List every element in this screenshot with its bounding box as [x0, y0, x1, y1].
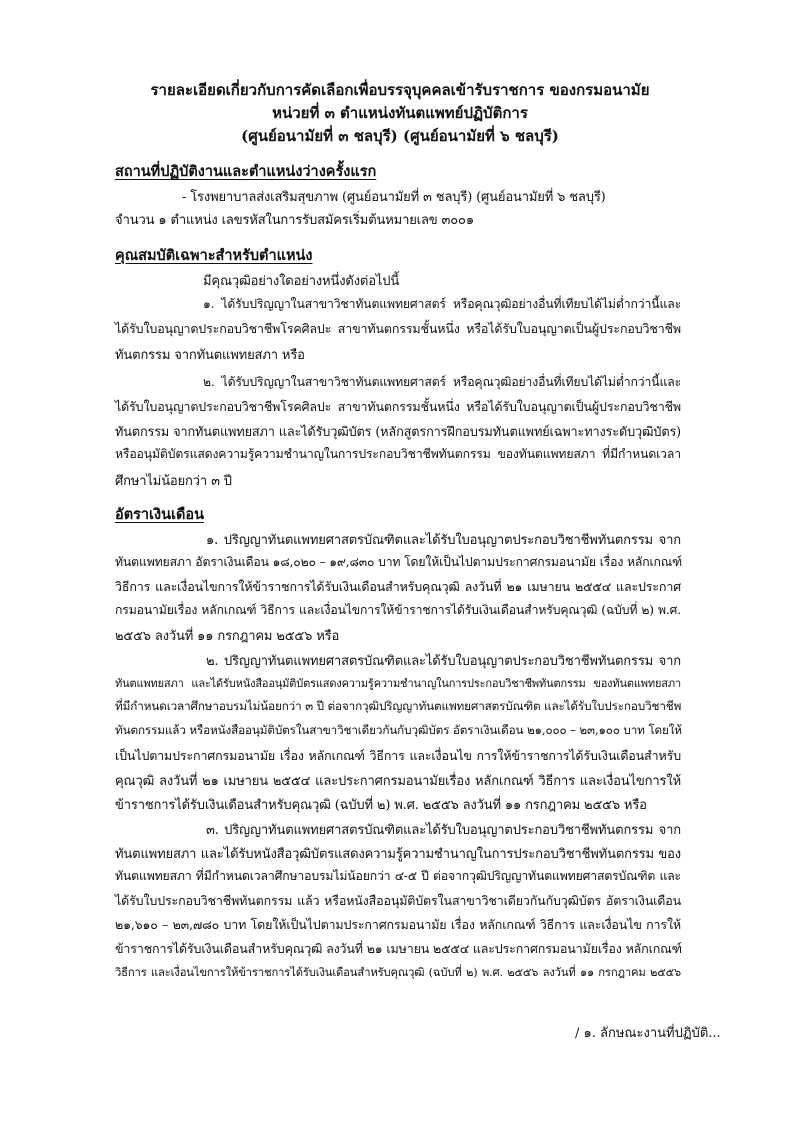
salary-item-2-line: เป็นไปตามประกาศกรมอนามัย เรื่อง หลักเกณฑ์ วิธีการ และเงื่อนไข การให้ข้าราชการได้รับเงินเดือนสำหรับ [115, 748, 681, 763]
salary-item-3-line: ได้รับใบประกอบวิชาชีพทันตกรรม แล้ว หรือหนังสืออนุมัติบัตรในสาขาวิชาเดียวกันกับวุฒิบัตร อัตราเงินเดือน [115, 893, 681, 908]
salary-item-1-line: กรมอนามัยเรื่อง หลักเกณฑ์ วิธีการ และเงื่อนไขการให้ข้าราชการได้รับเงินเดือนสำหรับคุณวุฒิ (ฉบับที่ ๒) พ.ศ. [115, 603, 681, 617]
position-count: จำนวน ๑ ตำแหน่ง เลขรหัสในการรับสมัครเริ่มต้นหมายเลข ๓๐๐๑ [115, 213, 474, 228]
document-title-line-1: รายละเอียดเกี่ยวกับการคัดเลือกเพื่อบรรจุบุคคลเข้ารับราชการ ของกรมอนามัย [150, 81, 650, 99]
qualification-item-2-line: ศึกษาไม่น้อยกว่า ๓ ปี [115, 474, 232, 489]
salary-item-2-line: ข้าราชการได้รับเงินเดือนสำหรับคุณวุฒิ (ฉบับที่ ๒) พ.ศ. ๒๕๕๖ ลงวันที่ ๑๑ กรกฎาคม ๒๕๕๖ หรือ [115, 798, 647, 813]
salary-item-2-line: คุณวุฒิ ลงวันที่ ๒๑ เมษายน ๒๕๕๔ และประกาศกรมอนามัยเรื่อง หลักเกณฑ์ วิธีการ และเงื่อนไขการให้ [115, 774, 681, 789]
salary-item-3-line: วิธีการ และเงื่อนไขการให้ข้าราชการได้รับเงินเดือนสำหรับคุณวุฒิ (ฉบับที่ ๒) พ.ศ. ๒๕๕๖ ลงวันที่ ๑๑ กรกฎาคม ๒๕๕๖ [115, 966, 681, 979]
document-title-line-2: หน่วยที่ ๓ ตำแหน่งทันตแพทย์ปฏิบัติการ [272, 104, 528, 122]
salary-item-2-line: ทันตแพทยสภา และได้รับหนังสืออนุมัติบัตรแสดงความรู้ความชำนาญในการประกอบวิชาชีพทันตกรรม ของทันตแพทยสภา [115, 677, 681, 690]
salary-item-3-line: ๓. ปริญญาทันตแพทยศาสตรบัณฑิตและได้รับใบอนุญาตประกอบวิชาชีพทันตกรรม จาก [206, 823, 681, 838]
salary-item-3-line: ทันตแพทยสภา และได้รับหนังสือวุฒิบัตรแสดงความรู้ความชำนาญในการประกอบวิชาชีพทันตกรรม ของ [115, 847, 681, 862]
salary-item-2-line: ๒. ปริญญาทันตแพทยศาสตรบัณฑิตและได้รับใบอนุญาตประกอบวิชาชีพทันตกรรม จาก [206, 654, 681, 669]
qualification-heading: คุณสมบัติเฉพาะสำหรับตำแหน่ง [115, 247, 313, 264]
salary-heading: อัตราเงินเดือน [115, 506, 204, 523]
location-heading: สถานที่ปฏิบัติงานและตำแหน่งว่างครั้งแรก [115, 163, 377, 180]
qualification-item-2-line: ๒. ได้รับปริญญาในสาขาวิชาทันตแพทยศาสตร์ หรือคุณวุฒิอย่างอื่นที่เทียบได้ไม่ต่ำกว่านี้และ [203, 375, 681, 389]
document-title-line-3: (ศูนย์อนามัยที่ ๓ ชลบุรี) (ศูนย์อนามัยที่ ๖ ชลบุรี) [241, 127, 559, 145]
salary-item-1-line: ๒๕๕๖ ลงวันที่ ๑๑ กรกฎาคม ๒๕๕๖ หรือ [115, 629, 340, 644]
qualification-item-1-line: ทันตกรรม จากทันตแพทยสภา หรือ [115, 348, 305, 363]
salary-item-3-line: ข้าราชการได้รับเงินเดือนสำหรับคุณวุฒิ ลงวันที่ ๒๑ เมษายน ๒๕๕๔ และประกาศกรมอนามัยเรื่อง หลักเกณฑ์ [115, 941, 682, 956]
salary-item-2-line: ทันตกรรมแล้ว หรือหนังสืออนุมัติบัตรในสาขาวิชาเดียวกันกับวุฒิบัตร อัตราเงินเดือน ๒๑,๐๐๐ – ๒๓,๑๐๐ บาท โดยให้ [115, 723, 682, 737]
salary-item-3-line: ๒๑,๖๑๐ – ๒๓,๗๘๐ บาท โดยให้เป็นไปตามประกาศกรมอนามัย เรื่อง หลักเกณฑ์ วิธีการ และเงื่อนไข การให้ [115, 917, 681, 932]
salary-item-1-line: วิธีการ และเงื่อนไขการให้ข้าราชการได้รับเงินเดือนสำหรับคุณวุฒิ ลงวันที่ ๒๑ เมษายน ๒๕๕๔ และประกาศ [115, 579, 681, 594]
qualification-item-1-line: ๑. ได้รับปริญญาในสาขาวิชาทันตแพทยศาสตร์ หรือคุณวุฒิอย่างอื่นที่เทียบได้ไม่ต่ำกว่านี้และ [203, 297, 681, 311]
qualification-item-2-line: ได้รับใบอนุญาตประกอบวิชาชีพโรคศิลปะ สาขาทันตกรรมชั้นหนึ่ง หรือได้รับใบอนุญาตเป็นผู้ประกอบวิชาชีพ [115, 399, 681, 414]
salary-item-3-line: ทันตแพทยสภา ที่มีกำหนดเวลาศึกษาอบรมไม่น้อยกว่า ๔-๕ ปี ต่อจากวุฒิปริญญาทันตแพทยศาสตรบัณฑิต และ [115, 869, 681, 883]
qualification-item-2-line: หรืออนุมัติบัตรแสดงความรู้ความชำนาญในการประกอบวิชาชีพทันตกรรม ของทันตแพทยสภา ที่มีกำหนดเวลา [115, 447, 681, 461]
salary-item-2-line: ที่มีกำหนดเวลาศึกษาอบรมไม่น้อยกว่า ๓ ปี ต่อจากวุฒิปริญญาทันตแพทยศาสตรบัณฑิต และได้รับใบประกอบวิชาชีพ [115, 699, 682, 713]
qualification-item-1-line: ได้รับใบอนุญาตประกอบวิชาชีพโรคศิลปะ สาขาทันตกรรมชั้นหนึ่ง หรือได้รับใบอนุญาตเป็นผู้ประกอบวิชาชีพ [115, 321, 681, 336]
qualification-item-2-line: ทันตกรรม จากทันตแพทยสภา และได้รับวุฒิบัตร (หลักสูตรการฝึกอบรมทันตแพทย์เฉพาะทางระดับวุฒิบัตร) [115, 425, 681, 440]
location-venue: - โรงพยาบาลส่งเสริมสุขภาพ (ศูนย์อนามัยที่ ๓ ชลบุรี) (ศูนย์อนามัยที่ ๖ ชลบุรี) [182, 190, 606, 205]
page-continuation: / ๑. ลักษณะงานที่ปฏิบัติ... [575, 1026, 721, 1041]
qualification-intro: มีคุณวุฒิอย่างใดอย่างหนึ่งดังต่อไปนี้ [203, 274, 400, 289]
salary-item-1-line: ๑. ปริญญาทันตแพทยศาสตรบัณฑิตและได้รับใบอนุญาตประกอบวิชาชีพทันตกรรม จาก [206, 533, 681, 548]
salary-item-1-line: ทันตแพทยสภา อัตราเงินเดือน ๑๘,๐๒๐ – ๑๙,๘๓๐ บาท โดยให้เป็นไปตามประกาศกรมอนามัย เรื่อง หลักเกณฑ์ [115, 555, 683, 569]
